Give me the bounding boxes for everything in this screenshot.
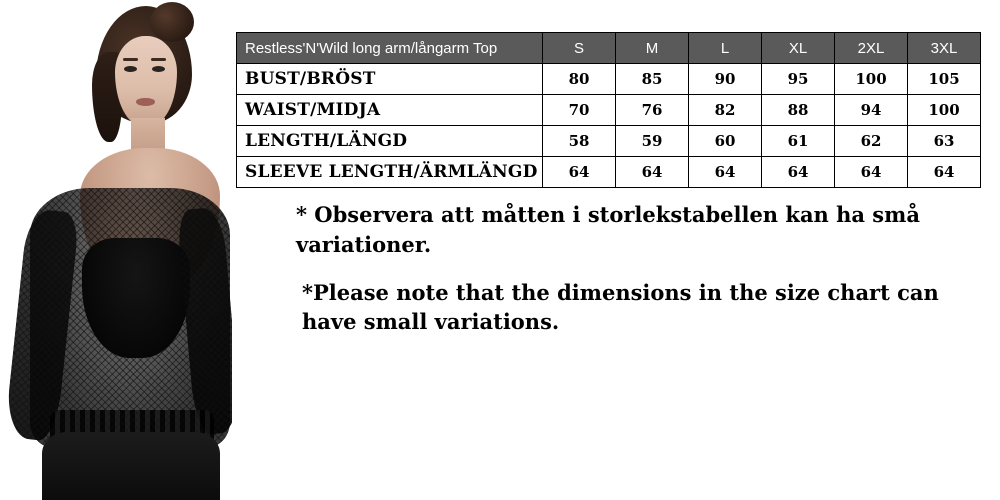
skirt-garment xyxy=(42,432,220,500)
cell-length-3xl: 63 xyxy=(908,126,981,157)
table-header-m: M xyxy=(616,33,689,64)
product-photo xyxy=(0,0,232,500)
row-label-bust: BUST/BRÖST xyxy=(237,64,543,95)
hair-bun-shape xyxy=(150,2,194,42)
cell-waist-m: 76 xyxy=(616,95,689,126)
row-label-sleeve-length: SLEEVE LENGTH/ÄRMLÄNGD xyxy=(237,157,543,188)
cell-sleeve-l: 64 xyxy=(689,157,762,188)
cell-sleeve-3xl: 64 xyxy=(908,157,981,188)
table-row xyxy=(237,64,981,95)
cell-waist-xl: 88 xyxy=(762,95,835,126)
note-english: *Please note that the dimensions in the size chart can have small variations. xyxy=(302,279,939,335)
model-image xyxy=(0,0,232,500)
size-chart-table xyxy=(236,32,981,188)
cell-length-xl: 61 xyxy=(762,126,835,157)
table-header-xl: XL xyxy=(762,33,835,64)
cell-waist-l: 82 xyxy=(689,95,762,126)
table-header-product: Restless'N'Wild long arm/långarm Top xyxy=(237,33,543,64)
eye-left xyxy=(124,66,137,72)
cell-sleeve-m: 64 xyxy=(616,157,689,188)
lips-shape xyxy=(136,98,155,106)
cell-waist-2xl: 94 xyxy=(835,95,908,126)
cell-sleeve-xl: 64 xyxy=(762,157,835,188)
table-header-row xyxy=(237,33,981,64)
table-row xyxy=(237,95,981,126)
table-header-l: L xyxy=(689,33,762,64)
cell-bust-l: 90 xyxy=(689,64,762,95)
cell-bust-xl: 95 xyxy=(762,64,835,95)
note-swedish: * Observera att måtten i storlekstabellen kan ha små variationer. xyxy=(296,202,920,257)
inner-top-garment xyxy=(82,238,190,358)
cell-bust-2xl: 100 xyxy=(835,64,908,95)
cell-bust-m: 85 xyxy=(616,64,689,95)
cell-length-s: 58 xyxy=(543,126,616,157)
table-row xyxy=(237,157,981,188)
face-shape xyxy=(115,36,177,126)
cell-length-l: 60 xyxy=(689,126,762,157)
size-chart-header xyxy=(237,33,981,64)
cell-length-2xl: 62 xyxy=(835,126,908,157)
table-header-3xl: 3XL xyxy=(908,33,981,64)
notes-section xyxy=(296,200,986,355)
cell-bust-s: 80 xyxy=(543,64,616,95)
eyebrow-right xyxy=(151,58,166,61)
eye-right xyxy=(152,66,165,72)
row-label-length: LENGTH/LÄNGD xyxy=(237,126,543,157)
cell-bust-3xl: 105 xyxy=(908,64,981,95)
size-chart-body xyxy=(237,64,981,188)
eyebrow-left xyxy=(123,58,138,61)
cell-sleeve-2xl: 64 xyxy=(835,157,908,188)
cell-sleeve-s: 64 xyxy=(543,157,616,188)
cell-waist-3xl: 100 xyxy=(908,95,981,126)
row-label-waist: WAIST/MIDJA xyxy=(237,95,543,126)
cell-waist-s: 70 xyxy=(543,95,616,126)
table-header-2xl: 2XL xyxy=(835,33,908,64)
cell-length-m: 59 xyxy=(616,126,689,157)
table-row xyxy=(237,126,981,157)
table-header-s: S xyxy=(543,33,616,64)
